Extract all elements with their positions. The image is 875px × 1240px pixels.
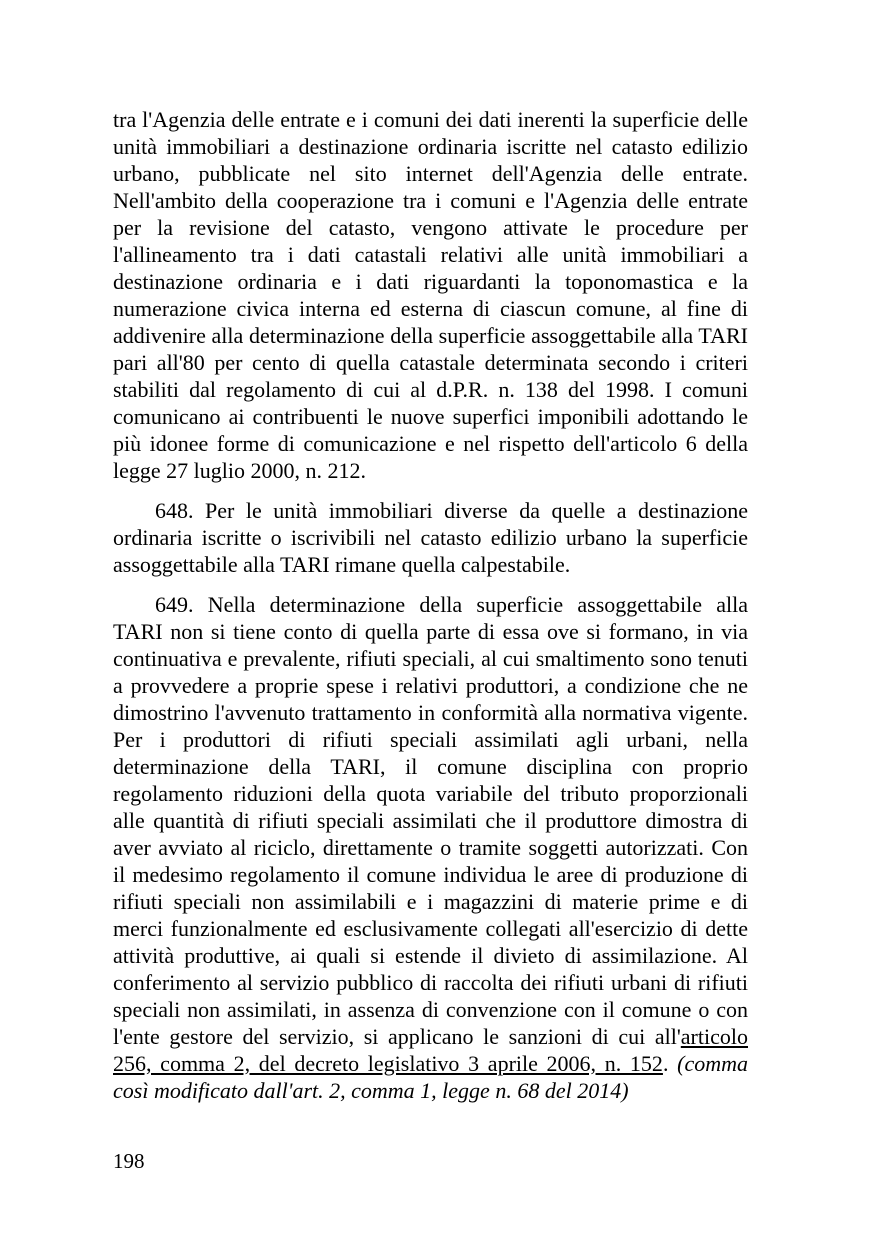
page-number: 198 xyxy=(113,1149,145,1173)
paragraph-comma-648: 648. Per le unità immobiliari diverse da quelle a destinazione ordinaria iscritte o iscrivibili nel catasto edilizio urbano la superficie assoggettabile alla TARI rimane quella calpestabile. xyxy=(113,498,748,577)
law-reference-link[interactable]: articolo 256, comma 2, del decreto legislativo 3 aprile 2006, n. 152 xyxy=(113,1024,748,1076)
paragraph-comma-649 xyxy=(113,591,748,1104)
comma-649-body-text: 649. Nella determinazione della superficie assoggettabile alla TARI non si tiene conto di quella parte di essa ove si formano, in via continuativa e prevalente, rifiuti speciali, al cui smaltimento sono tenuti a provvedere a proprie spese i relativi produttori, a condizione che ne dimostrino l'avvenuto trattamento in conformità alla normativa vigente. Per i produttori di rifiuti speciali assimilati agli urbani, nella determinazione della TARI, il comune disciplina con proprio regolamento riduzioni della quota variabile del tributo proporzionali alle quantità di rifiuti speciali assimilati che il produttore dimostra di aver avviato al riciclo, direttamente o tramite soggetti autorizzati. Con il medesimo regolamento il comune individua le aree di produzione di rifiuti speciali non assimilabili e i magazzini di materie prime e di merci funzionalmente ed esclusivamente collegati all'esercizio di dette attività produttive, ai quali si estende il divieto di assimilazione. Al conferimento al servizio pubblico di raccolta dei rifiuti urbani di rifiuti speciali non assimilati, in assenza di convenzione con il comune o con l'ente gestore del servizio, si applicano le sanzioni di cui all' xyxy=(113,592,748,1049)
amendment-note: (comma così modificato dall'art. 2, comma 1, legge n. 68 del 2014) xyxy=(113,1051,748,1103)
text-block xyxy=(113,106,748,1117)
comma-649-after-reference: . xyxy=(662,1051,678,1076)
paragraph-continuation: tra l'Agenzia delle entrate e i comuni dei dati inerenti la superficie delle unità immobiliari a destinazione ordinaria iscritte nel catasto edilizio urbano, pubblicate nel sito internet dell'Agenzia delle entrate. Nell'ambito della cooperazione tra i comuni e l'Agenzia delle entrate per la revisione del catasto, vengono attivate le procedure per l'allineamento tra i dati catastali relativi alle unità immobiliari a destinazione ordinaria e i dati riguardanti la toponomastica e la numerazione civica interna ed esterna di ciascun comune, al fine di addivenire alla determinazione della superficie assoggettabile alla TARI pari all'80 per cento di quella catastale determinata secondo i criteri stabiliti dal regolamento di cui al d.P.R. n. 138 del 1998. I comuni comunicano ai contribuenti le nuove superfici imponibili adottando le più idonee forme di comunicazione e nel rispetto dell'articolo 6 della legge 27 luglio 2000, n. 212. xyxy=(113,107,748,483)
